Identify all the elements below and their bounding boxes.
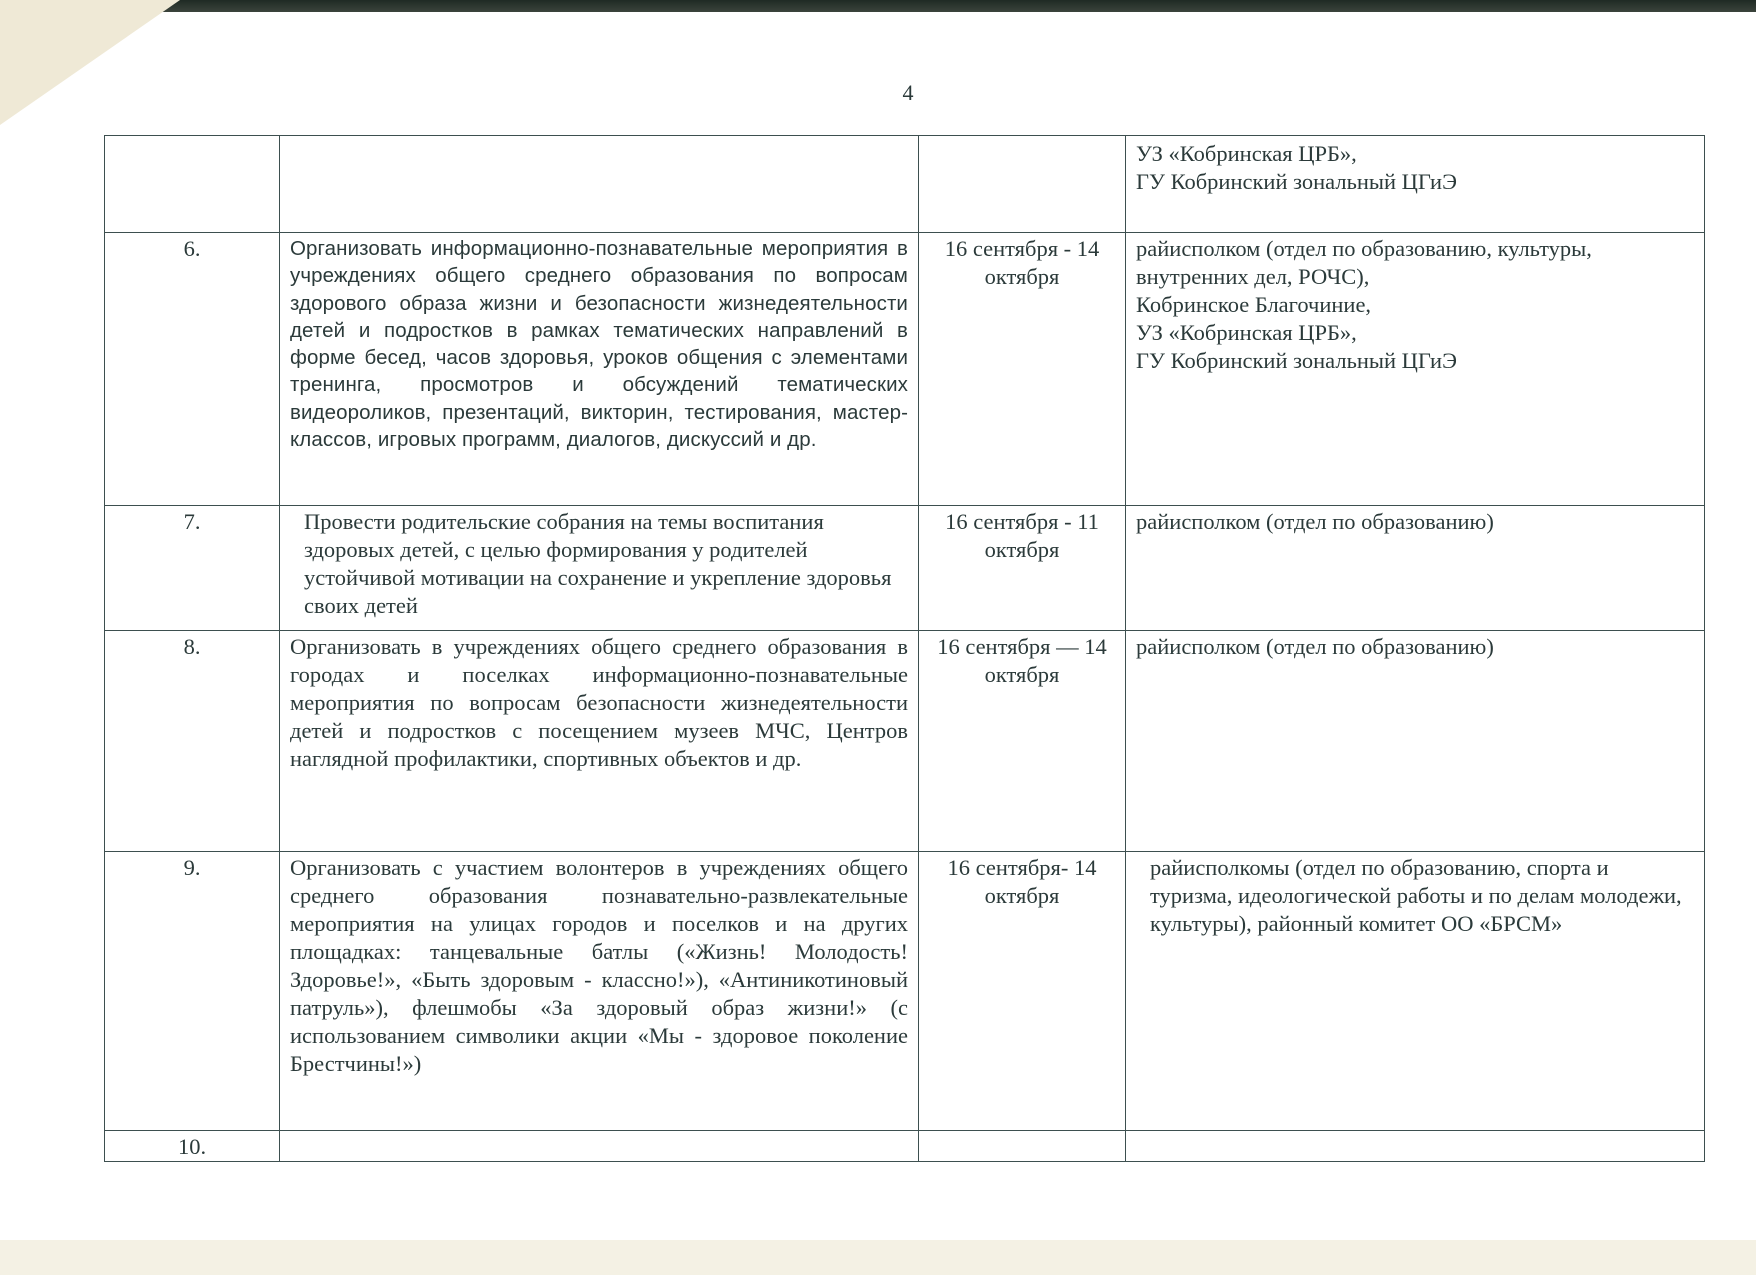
- row-activity: Организовать с участием волонтеров в учреждениях общего среднего образования познавательно-развлекательные мероприятия на улицах городов и поселков и на других площадках: танцевальные батлы («Жизнь! Молодость! Здоровье!», «Быть здоровым - классно!»), «Антиникотиновый патруль»), флешмобы «За здоровый образ жизни!» (с использованием символики акции «Мы - здоровое поколение Брестчины!»): [280, 852, 919, 1131]
- row-dates: 16 сентября - 14 октября: [919, 233, 1126, 506]
- row-responsible: [1126, 233, 1705, 506]
- row-activity: Организовать в учреждениях общего среднего образования в городах и поселках информационно-познавательные мероприятия по вопросам безопасности жизнедеятельности детей и подростков с посещением музеев МЧС, Центров наглядной профилактики, спортивных объектов и др.: [280, 631, 919, 852]
- table-row: [105, 1131, 1705, 1162]
- scan-edge-top: [0, 0, 1756, 12]
- row-dates: [919, 136, 1126, 233]
- table-row: [105, 852, 1705, 1131]
- scan-edge-bottom: [0, 1240, 1756, 1275]
- responsible-line: УЗ «Кобринская ЦРБ»,: [1136, 320, 1357, 345]
- responsible-line: ГУ Кобринский зональный ЦГиЭ: [1136, 348, 1457, 373]
- table-row: [105, 136, 1705, 233]
- table-row: [105, 631, 1705, 852]
- responsible-line: райисполкомы (отдел по образованию, спорта и туризма, идеологической работы и по делам молодежи, культуры), районный комитет ОО «БРСМ»: [1150, 855, 1688, 936]
- table-row: [105, 506, 1705, 631]
- table-row: [105, 233, 1705, 506]
- responsible-line: УЗ «Кобринская ЦРБ»,: [1136, 141, 1357, 166]
- row-dates: 16 сентября — 14 октября: [919, 631, 1126, 852]
- row-activity: Организовать информационно-познавательные мероприятия в учреждениях общего среднего образования по вопросам здорового образа жизни и безопасности жизнедеятельности детей и подростков в рамках тематических направлений в форме бесед, часов здоровья, уроков общения с элементами тренинга, просмотров и обсуждений тематических видеороликов, презентаций, викторин, тестирования, мастер-классов, игровых программ, диалогов, дискуссий и др.: [280, 233, 919, 506]
- responsible-line: райисполком (отдел по образованию): [1136, 509, 1494, 534]
- row-responsible: [1126, 631, 1705, 852]
- row-number: [105, 136, 280, 233]
- row-number: 10.: [105, 1131, 280, 1162]
- row-activity: [280, 1131, 919, 1162]
- row-responsible: [1126, 852, 1705, 1131]
- row-number: 7.: [105, 506, 280, 631]
- responsible-line: райисполком (отдел по образованию, культуры, внутренних дел, РОЧС),: [1136, 236, 1598, 289]
- responsible-line: Кобринское Благочиние,: [1136, 292, 1372, 317]
- row-dates: 16 сентября - 11 октября: [919, 506, 1126, 631]
- folded-corner: [0, 0, 180, 125]
- responsible-line: ГУ Кобринский зональный ЦГиЭ: [1136, 169, 1457, 194]
- row-number: 8.: [105, 631, 280, 852]
- row-activity: Провести родительские собрания на темы воспитания здоровых детей, с целью формирования у родителей устойчивой мотивации на сохранение и укрепление здоровья своих детей: [280, 506, 919, 631]
- row-responsible: [1126, 136, 1705, 233]
- row-dates: 16 сентября- 14 октября: [919, 852, 1126, 1131]
- row-responsible: [1126, 1131, 1705, 1162]
- row-number: 6.: [105, 233, 280, 506]
- page-number: 4: [902, 80, 914, 105]
- row-dates: [919, 1131, 1126, 1162]
- row-responsible: [1126, 506, 1705, 631]
- row-activity: [280, 136, 919, 233]
- activity-plan-table: [104, 135, 1705, 1162]
- row-number: 9.: [105, 852, 280, 1131]
- responsible-line: райисполком (отдел по образованию): [1136, 634, 1494, 659]
